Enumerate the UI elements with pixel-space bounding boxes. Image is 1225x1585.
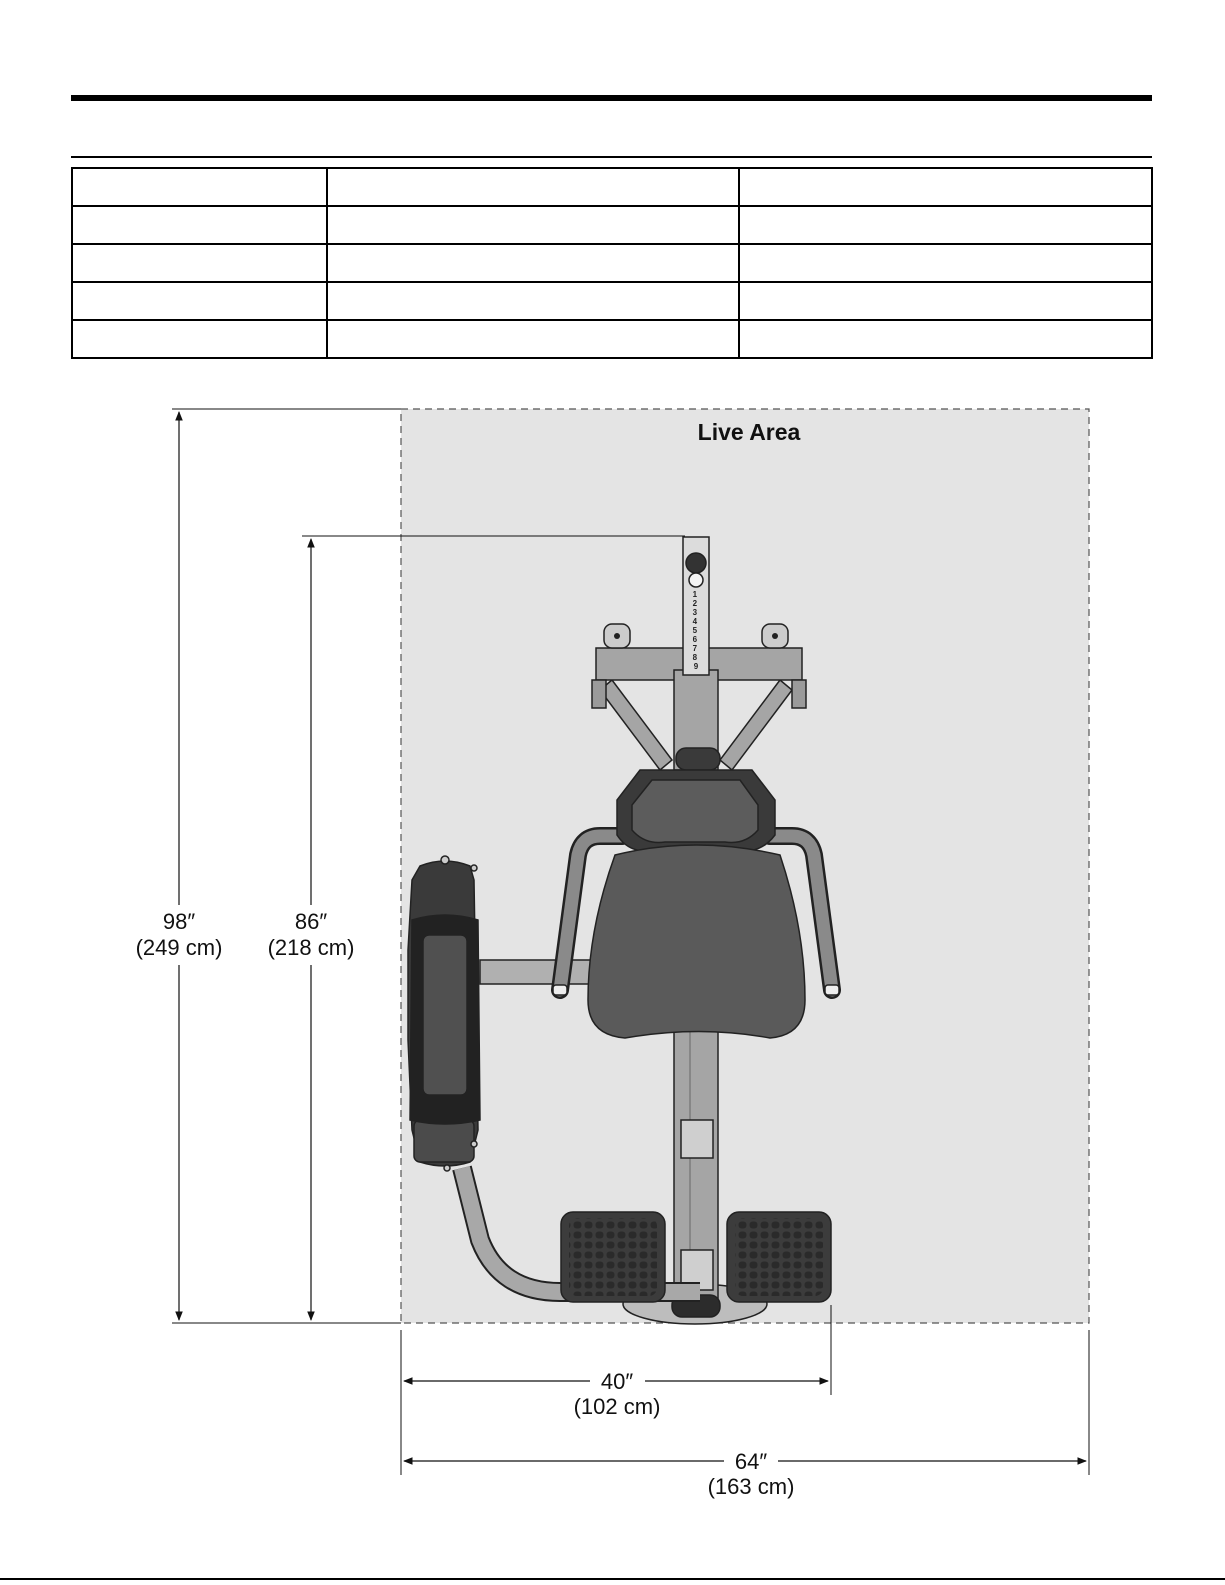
slider-block [681,1120,713,1158]
total-depth-imperial: 98″ [162,909,196,934]
unit-width-imperial: 40″ [600,1369,634,1394]
console-crossbar [480,960,600,984]
pedal-right [727,1212,831,1302]
footer-rule [0,1578,1225,1580]
pedal-left [561,1212,665,1302]
unit-depth-imperial: 86″ [294,909,328,934]
seat-scale-tick: 9 [693,662,699,671]
seat-post-scale [693,590,700,671]
live-area-label: Live Area [697,419,801,445]
seat-scale-tick: 5 [692,626,698,635]
total-width-metric: (163 cm) [707,1474,795,1499]
seat-cushion [588,845,805,1038]
seat-scale-tick: 8 [692,653,698,662]
unit-width-metric: (102 cm) [573,1394,661,1419]
total-depth-metric: (249 cm) [135,935,223,960]
seat-scale-tick: 2 [692,599,698,608]
console-display [423,935,467,1095]
console [408,856,480,1171]
seat-scale-tick: 3 [692,608,698,617]
seat-scale-tick: 7 [692,644,698,653]
total-width-dimension [401,1330,1089,1499]
seat-post-knob [686,553,706,573]
total-depth-dimension [136,409,401,1323]
seat-scale-tick: 4 [692,617,698,626]
seat-post-collar [676,748,720,770]
seat-scale-tick: 1 [692,590,698,599]
seat-scale-tick: 6 [692,635,698,644]
unit-depth-metric: (218 cm) [267,935,355,960]
total-width-imperial: 64″ [734,1449,768,1474]
